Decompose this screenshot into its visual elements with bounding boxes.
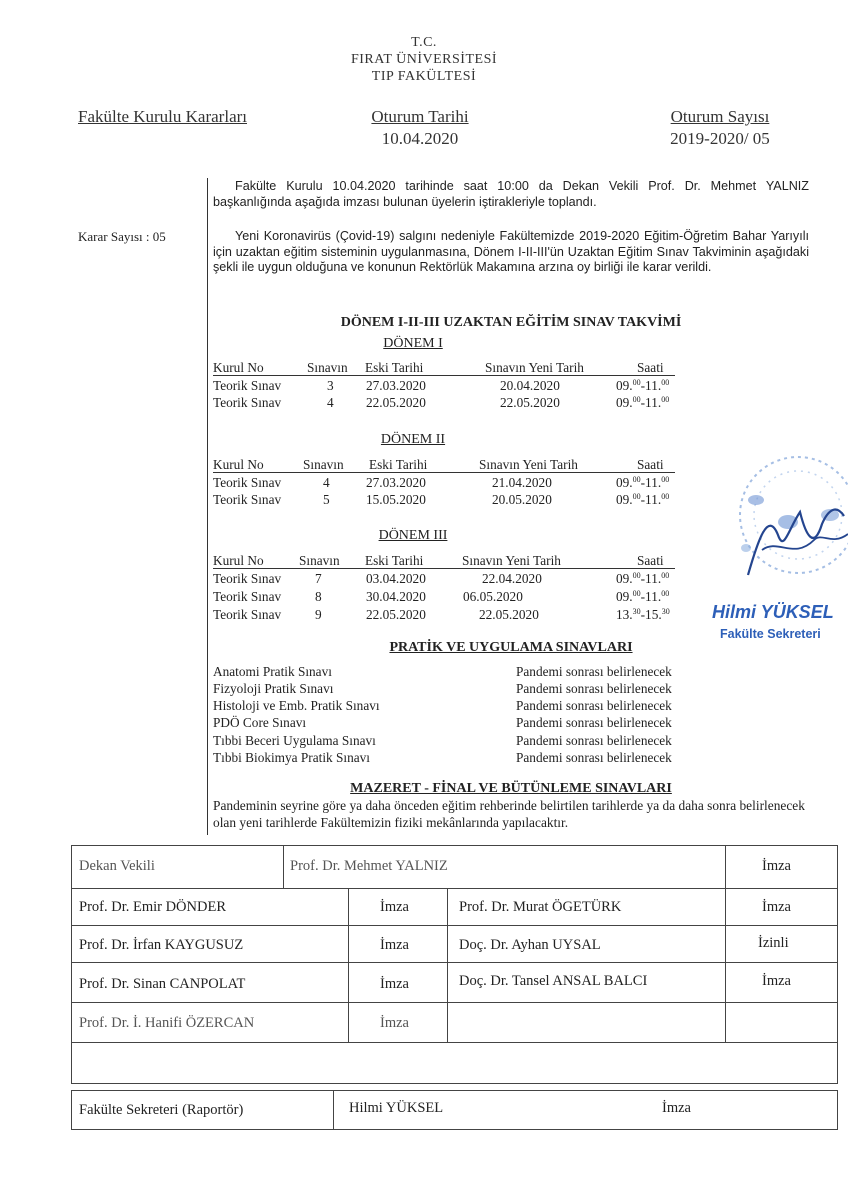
donem-3-header-rule	[213, 568, 675, 569]
stamp-title: Fakülte Sekreteri	[720, 627, 821, 641]
member-name: Prof. Dr. İ. Hanifi ÖZERCAN	[79, 1015, 255, 1031]
member-status: İzinli	[758, 935, 789, 951]
margin-line	[207, 178, 208, 835]
list-item: Tıbbi Beceri Uygulama Sınavı Pandemi sonrası belirlenecek	[213, 733, 672, 748]
donem-3-title: DÖNEM III	[378, 528, 448, 543]
member-name: Prof. Dr. Sinan CANPOLAT	[79, 976, 246, 992]
sekreter-label: Fakülte Sekreteri (Raportör)	[79, 1102, 244, 1118]
member-status: İmza	[380, 976, 409, 992]
list-item: PDÖ Core Sınavı Pandemi sonrası belirlenecek	[213, 715, 672, 730]
list-item: Histoloji ve Emb. Pratik Sınavı Pandemi sonrası belirlenecek	[213, 698, 672, 713]
table-row: Teorik Sınav 4 22.05.2020 22.05.2020 09.00-11.00	[213, 395, 670, 410]
dekan-label: Dekan Vekili	[79, 858, 155, 874]
signature-table	[71, 845, 838, 1084]
oturum-sayisi-label: Oturum Sayısı	[670, 107, 770, 126]
karar-paragraph: Yeni Koronavirüs (Çovid-19) salgını nedeniyle Fakültemizde 2019-2020 Eğitim-Öğretim Bahar Yarıyılı için uzaktan eğitim sisteminin uygulanmasına, Dönem I-II-III'ün Uzaktan Eğitim Sınav Takviminin aşağıdaki şekli ile uygun olduğuna ve konunun Rektörlük Makamına arzına oy birliği ile karar verildi.	[213, 229, 809, 274]
list-item: Anatomi Pratik Sınavı Pandemi sonrası belirlenecek	[213, 664, 672, 679]
member-name: Prof. Dr. Murat ÖGETÜRK	[459, 899, 622, 915]
table-row: Teorik Sınav 5 15.05.2020 20.05.2020 09.00-11.00	[213, 492, 670, 507]
list-item: Fizyoloji Pratik Sınavı Pandemi sonrası belirlenecek	[213, 681, 672, 696]
member-status: İmza	[762, 899, 791, 915]
dekan-status: İmza	[762, 858, 791, 874]
oturum-sayisi: 2019-2020/ 05	[670, 129, 770, 148]
member-name: Prof. Dr. Emir DÖNDER	[79, 899, 227, 915]
donem-3-header: Kurul No Sınavın Eski Tarihi Sınavın Yeni Tarih Saati	[213, 553, 664, 568]
mazeret-title: MAZERET - FİNAL VE BÜTÜNLEME SINAVLARI	[350, 781, 672, 796]
col-yeni: Sınavın Yeni Tarih	[485, 360, 584, 375]
pratik-title: PRATİK VE UYGULAMA SINAVLARI	[389, 640, 633, 655]
oturum-tarihi-label: Oturum Tarihi	[371, 107, 469, 126]
member-status: İmza	[380, 899, 409, 915]
header-faculty: TIP FAKÜLTESİ	[371, 69, 477, 84]
official-stamp	[718, 440, 848, 590]
table-row: Teorik Sınav 9 22.05.2020 22.05.2020 13.30-15.30	[213, 607, 670, 622]
sekreter-name: Hilmi YÜKSEL	[349, 1100, 444, 1116]
donem-1-header	[213, 360, 693, 376]
col-saat: Saati	[637, 360, 664, 375]
col-eski: Eski Tarihi	[365, 360, 424, 375]
member-name: Doç. Dr. Ayhan UYSAL	[459, 937, 601, 953]
intro-paragraph: Fakülte Kurulu 10.04.2020 tarihinde saat 10:00 da Dekan Vekili Prof. Dr. Mehmet YALNIZ başkanlığında aşağıda imzası bulunan üyelerin iştirakleriyle toplandı.	[213, 179, 809, 209]
table-row: Teorik Sınav 4 27.03.2020 21.04.2020 09.00-11.00	[213, 475, 670, 490]
takvim-title: DÖNEM I-II-III UZAKTAN EĞİTİM SINAV TAKVİMİ	[340, 315, 682, 330]
member-name: Prof. Dr. İrfan KAYGUSUZ	[79, 937, 244, 953]
table-row: Teorik Sınav 7 03.04.2020 22.04.2020 09.00-11.00	[213, 571, 670, 586]
header-tc: T.C.	[411, 35, 437, 50]
stamp-name: Hilmi YÜKSEL	[712, 602, 834, 622]
list-item: Tıbbi Biokimya Pratik Sınavı Pandemi sonrası belirlenecek	[213, 750, 672, 765]
table-row: Teorik Sınav 8 30.04.2020 06.05.2020 09.00-11.00	[213, 589, 670, 604]
oturum-tarihi: 10.04.2020	[381, 129, 459, 148]
sekreter-status: İmza	[662, 1100, 691, 1116]
header-university: FIRAT ÜNİVERSİTESİ	[350, 52, 498, 67]
col-kurul: Kurul No	[213, 360, 264, 375]
member-name: Doç. Dr. Tansel ANSAL BALCI	[459, 973, 648, 989]
dekan-name: Prof. Dr. Mehmet YALNIZ	[290, 858, 448, 874]
donem-2-header-rule	[213, 472, 675, 473]
member-status: İmza	[762, 973, 791, 989]
col-sinav: Sınavın	[307, 360, 348, 375]
mazeret-paragraph: Pandeminin seyrine göre ya daha önceden eğitim rehberinde belirtilen tarihlerde ya da daha sonra belirlenecek olan yeni tarihlerde Fakültemizin fiziki mekânlarında yapılacaktır.	[213, 798, 805, 830]
kurul-label: Fakülte Kurulu Kararları	[78, 107, 247, 126]
donem-2-header: Kurul No Sınavın Eski Tarihi Sınavın Yeni Tarih Saati	[213, 457, 664, 472]
karar-label: Karar Sayısı : 05	[78, 229, 166, 244]
donem-1-header-rule	[213, 375, 675, 376]
donem-1-title: DÖNEM I	[383, 336, 443, 351]
donem-2-title: DÖNEM II	[380, 432, 446, 447]
member-status: İmza	[380, 1015, 409, 1031]
table-row: Teorik Sınav 3 27.03.2020 20.04.2020 09.00-11.00	[213, 378, 670, 393]
member-status: İmza	[380, 937, 409, 953]
